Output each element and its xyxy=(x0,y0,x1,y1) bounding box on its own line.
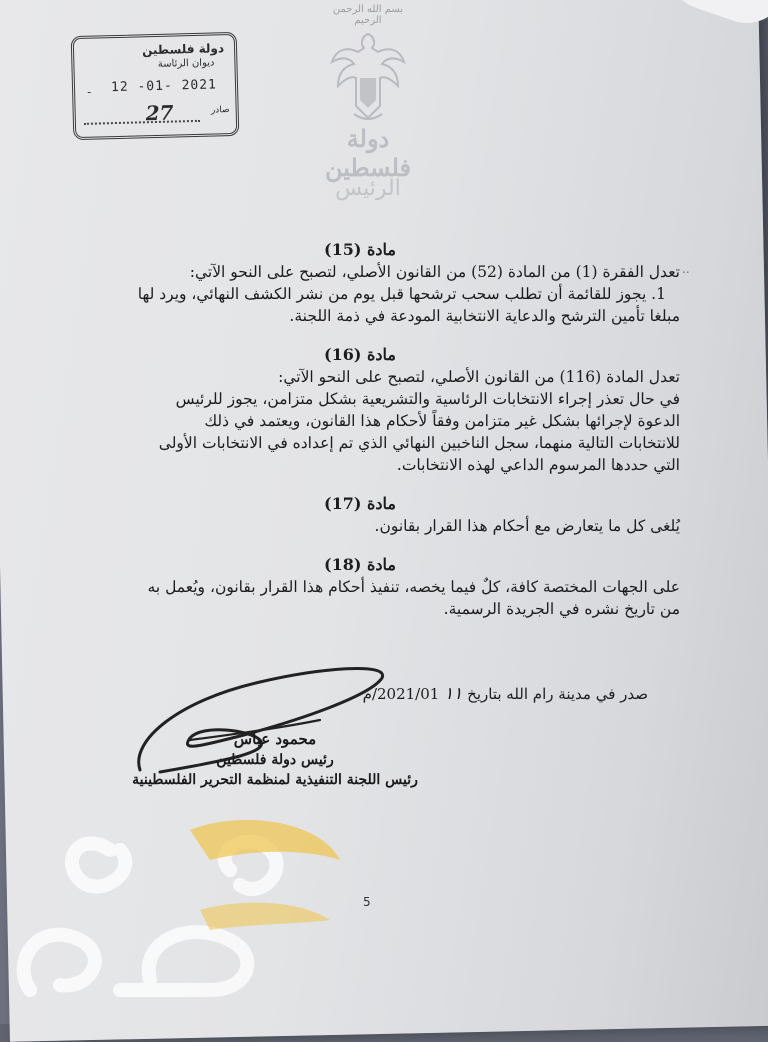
printed-date: 2021/01/ xyxy=(371,685,440,703)
stamp-title: دولة فلسطين xyxy=(141,41,225,58)
article-line: الدعوة لإجرائها بشكل غير متزامن وفقاً لأحكام هذا القانون، ويعتمد في ذلك xyxy=(204,412,680,430)
article-line: تعدل المادة (116) من القانون الأصلي، لتصبح على النحو الآتي: xyxy=(278,368,680,386)
article-line: من تاريخ نشره في الجريدة الرسمية. xyxy=(443,600,680,618)
stamp-office: ديوان الرئاسة xyxy=(157,57,215,70)
article-15 xyxy=(40,240,680,327)
registration-stamp xyxy=(71,32,240,140)
signatory-role-plo: رئيس اللجنة التنفيذية لمنظمة التحرير الفلسطينية xyxy=(132,772,418,788)
article-title: مادة (15) xyxy=(324,240,396,259)
stamp-number: 27 xyxy=(145,100,174,126)
signatory-role-president: رئيس دولة فلسطين xyxy=(216,752,334,768)
emblem-state-name: دولة فلسطين xyxy=(324,124,412,182)
article-title: مادة (16) xyxy=(324,345,396,364)
article-line: على الجهات المختصة كافة، كلٌ فيما يخصه، تنفيذ أحكام هذا القرار بقانون، ويُعمل به xyxy=(147,578,680,596)
article-title: مادة (18) xyxy=(324,555,396,574)
page-number: 5 xyxy=(363,895,371,909)
margin-dots: .. xyxy=(682,262,690,276)
article-line: في حال تعذر إجراء الانتخابات الرئاسية والتشريعية بشكل متزامن، يجوز للرئيس xyxy=(175,390,680,408)
issue-place-text: صدر في مدينة رام الله بتاريخ xyxy=(467,685,648,703)
article-18 xyxy=(40,555,680,620)
article-line: تعدل الفقرة (1) من المادة (52) من القانون الأصلي، لتصبح على النحو الآتي: xyxy=(189,263,680,281)
stamp-dotted-line xyxy=(84,120,200,125)
date-suffix: م xyxy=(362,685,372,703)
stamp-issued-label: صادر xyxy=(210,105,230,116)
signature-block xyxy=(110,730,440,788)
handwritten-day: ١١ xyxy=(444,684,463,704)
stamp-dash: - xyxy=(86,84,92,99)
article-16 xyxy=(40,345,680,476)
article-17 xyxy=(40,494,680,537)
stamp-date: 12 -01- 2021 xyxy=(110,77,218,96)
article-line: التي حددها المرسوم الداعي لهذه الانتخابات. xyxy=(396,456,680,474)
paper-corner xyxy=(658,0,768,34)
article-line: 1. يجوز للقائمة أن تطلب سحب ترشحها قبل يوم من نشر الكشف النهائي، ويرد لها xyxy=(137,285,666,303)
article-line: يُلغى كل ما يتعارض مع أحكام هذا القرار بقانون. xyxy=(374,517,680,535)
emblem-office: الرئيس xyxy=(335,176,401,201)
article-line: مبلغا تأمين الترشح والدعاية الانتخابية المودعة في ذمة اللجنة. xyxy=(289,307,680,325)
basmala-text: بسم الله الرحمن الرحيم xyxy=(332,4,404,26)
decree-body xyxy=(40,240,680,638)
article-line: للانتخابات التالية منهما، سجل الناخبين النهائي الذي تم إعداده في الانتخابات الأولى xyxy=(158,434,680,452)
issue-date-line xyxy=(363,684,648,704)
article-title: مادة (17) xyxy=(324,494,396,513)
eagle-icon xyxy=(328,26,408,126)
signatory-name: محمود عباس xyxy=(233,730,317,748)
palestine-emblem xyxy=(318,4,418,201)
